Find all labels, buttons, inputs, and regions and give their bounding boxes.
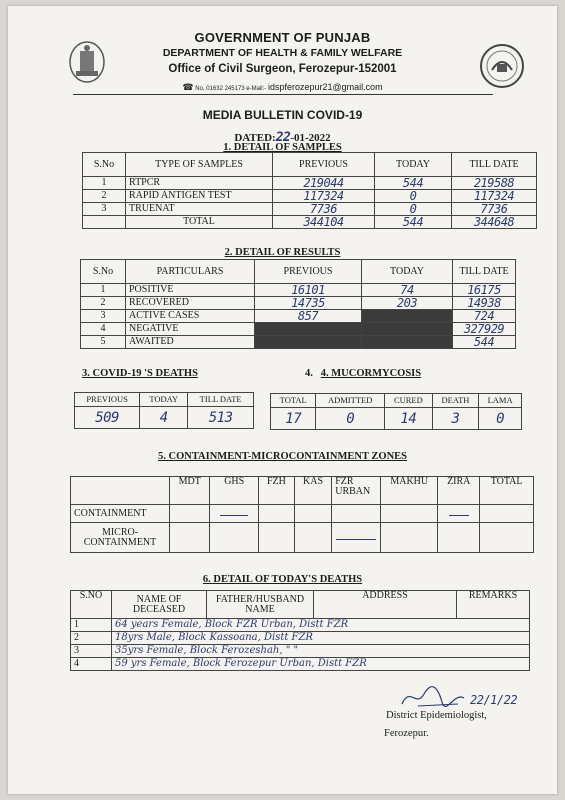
containment-heading: 5. CONTAINMENT-MICROCONTAINMENT ZONES xyxy=(157,451,407,462)
table-cell xyxy=(332,523,381,553)
col-father-husband: FATHER/HUSBAND NAME xyxy=(207,591,314,619)
dept-heading: DEPARTMENT OF HEALTH & FAMILY WELFARE xyxy=(162,47,403,59)
table-cell xyxy=(170,523,210,553)
col-total: TOTAL xyxy=(480,477,534,505)
table-row xyxy=(83,177,537,190)
table-cell: 2 xyxy=(71,632,112,645)
table-row xyxy=(71,658,530,671)
table-cell: 344648 xyxy=(452,216,537,229)
col-previous: PREVIOUS xyxy=(75,393,140,407)
contact-line xyxy=(8,82,557,93)
redacted-cell xyxy=(362,323,453,336)
col-mdt: MDT xyxy=(170,477,210,505)
table-row xyxy=(83,190,537,203)
table-row xyxy=(75,407,254,429)
table-cell: 2 xyxy=(83,190,126,203)
results-table xyxy=(80,259,516,349)
dated-value: 22 xyxy=(275,130,291,145)
email-text: idspferozepur21@gmail.com xyxy=(267,82,383,92)
deaths-table xyxy=(74,392,254,429)
col-previous: PREVIOUS xyxy=(255,260,362,284)
dated-label: DATED: xyxy=(234,132,276,144)
dated-suffix: -01-2022 xyxy=(290,132,331,144)
today-deaths-table xyxy=(70,590,530,671)
table-cell: 4 xyxy=(71,658,112,671)
table-cell xyxy=(258,523,294,553)
table-cell: 544 xyxy=(375,177,452,190)
table-cell: 509 xyxy=(75,407,140,429)
redacted-cell xyxy=(255,336,362,349)
samples-table xyxy=(82,152,537,229)
table-cell: 35yrs Female, Block Ferozeshah, " " xyxy=(112,645,530,658)
table-cell xyxy=(438,523,480,553)
col-till-date: TILL DATE xyxy=(453,260,516,284)
table-cell: 219044 xyxy=(273,177,375,190)
col-cured: CURED xyxy=(384,394,432,408)
col-sno: S.No xyxy=(83,153,126,177)
table-cell xyxy=(381,523,438,553)
table-cell xyxy=(170,505,210,523)
table-cell: 17 xyxy=(271,408,316,430)
col-fzh: FZH xyxy=(258,477,294,505)
col-today: TODAY xyxy=(362,260,453,284)
col-sno: S.No xyxy=(81,260,126,284)
table-cell: 724 xyxy=(453,310,516,323)
table-cell: 0 xyxy=(375,203,452,216)
table-cell: 117324 xyxy=(273,190,375,203)
today-deaths-heading: 6. DETAIL OF TODAY'S DEATHS xyxy=(202,574,363,585)
table-cell: TOTAL xyxy=(126,216,273,229)
col-fzr-urban: FZR URBAN xyxy=(332,477,381,505)
table-cell xyxy=(332,505,381,523)
table-cell xyxy=(294,523,331,553)
table-cell: 0 xyxy=(479,408,522,430)
mucor-heading: 4. 4. MUCORMYCOSIS xyxy=(305,368,422,379)
col-previous: PREVIOUS xyxy=(273,153,375,177)
col-death: DEATH xyxy=(432,394,479,408)
col-name: NAME OF DECEASED xyxy=(112,591,207,619)
samples-heading: 1. DETAIL OF SAMPLES xyxy=(223,142,342,153)
table-row xyxy=(81,323,516,336)
signatory-title: District Epidemiologist, xyxy=(386,710,487,721)
signature-icon xyxy=(398,684,468,710)
col-sno: S.NO xyxy=(71,591,112,619)
table-cell: 0 xyxy=(375,190,452,203)
col-ghs: GHS xyxy=(210,477,258,505)
table-cell: 3 xyxy=(71,645,112,658)
table-row xyxy=(71,619,530,632)
bulletin-title: MEDIA BULLETIN COVID-19 xyxy=(202,108,363,122)
table-cell xyxy=(83,216,126,229)
col-total: TOTAL xyxy=(271,394,316,408)
signatory-place: Ferozepur. xyxy=(384,728,429,739)
col-lama: LAMA xyxy=(479,394,522,408)
table-cell: 203 xyxy=(362,297,453,310)
bulletin-page xyxy=(8,6,557,794)
table-row xyxy=(81,310,516,323)
redacted-cell xyxy=(362,310,453,323)
table-cell: 0 xyxy=(316,408,385,430)
table-cell xyxy=(438,505,480,523)
col-today: TODAY xyxy=(375,153,452,177)
header-divider xyxy=(73,94,493,95)
table-cell xyxy=(381,505,438,523)
deaths-heading: 3. COVID-19 'S DEATHS xyxy=(82,368,198,379)
table-cell xyxy=(71,477,170,505)
table-row xyxy=(81,336,516,349)
table-row xyxy=(71,632,530,645)
table-cell: 4 xyxy=(140,407,188,429)
table-row xyxy=(81,284,516,297)
table-cell: 3 xyxy=(432,408,479,430)
table-cell: 14 xyxy=(384,408,432,430)
signature-date: 22/1/22 xyxy=(470,693,518,707)
table-cell: 1 xyxy=(81,284,126,297)
table-row xyxy=(271,408,522,430)
col-address: ADDRESS xyxy=(314,591,457,619)
table-cell: 3 xyxy=(81,310,126,323)
table-cell: RTPCR xyxy=(126,177,273,190)
table-cell xyxy=(210,505,258,523)
table-cell: 7736 xyxy=(452,203,537,216)
table-row xyxy=(71,523,534,553)
mucor-table xyxy=(270,393,522,430)
table-cell: ACTIVE CASES xyxy=(126,310,255,323)
col-till-date: TILL DATE xyxy=(452,153,537,177)
table-cell: 18yrs Male, Block Kassoana, Distt FZR xyxy=(112,632,530,645)
table-cell: 2 xyxy=(81,297,126,310)
table-cell xyxy=(480,505,534,523)
table-cell: 344104 xyxy=(273,216,375,229)
govt-heading: GOVERNMENT OF PUNJAB xyxy=(194,30,371,45)
col-makhu: MAKHU xyxy=(381,477,438,505)
table-row xyxy=(71,645,530,658)
table-cell: RECOVERED xyxy=(126,297,255,310)
table-cell: 16175 xyxy=(453,284,516,297)
table-row-total xyxy=(83,216,537,229)
table-row xyxy=(81,297,516,310)
redacted-cell xyxy=(255,323,362,336)
table-cell: 857 xyxy=(255,310,362,323)
col-type: TYPE OF SAMPLES xyxy=(126,153,273,177)
col-remarks: REMARKS xyxy=(457,591,530,619)
col-zira: ZIRA xyxy=(438,477,480,505)
table-row xyxy=(71,505,534,523)
table-cell: POSITIVE xyxy=(126,284,255,297)
table-cell: 1 xyxy=(71,619,112,632)
table-cell: 59 yrs Female, Block Ferozepur Urban, Distt FZR xyxy=(112,658,530,671)
redacted-cell xyxy=(362,336,453,349)
col-till-date: TILL DATE xyxy=(188,393,254,407)
table-cell: TRUENAT xyxy=(126,203,273,216)
table-cell: RAPID ANTIGEN TEST xyxy=(126,190,273,203)
table-cell: 3 xyxy=(83,203,126,216)
containment-table xyxy=(70,476,534,553)
table-row xyxy=(83,203,537,216)
col-kas: KAS xyxy=(294,477,331,505)
table-cell: AWAITED xyxy=(126,336,255,349)
table-cell: 1 xyxy=(83,177,126,190)
table-cell: 7736 xyxy=(273,203,375,216)
table-cell: 14938 xyxy=(453,297,516,310)
table-cell: 117324 xyxy=(452,190,537,203)
row-label-micro: MICRO-CONTAINMENT xyxy=(71,523,170,553)
row-label-containment: CONTAINMENT xyxy=(71,505,170,523)
results-heading: 2. DETAIL OF RESULTS xyxy=(224,247,341,258)
table-cell: 327929 xyxy=(453,323,516,336)
table-cell: 544 xyxy=(375,216,452,229)
table-cell xyxy=(258,505,294,523)
table-cell: 16101 xyxy=(255,284,362,297)
table-cell: 64 years Female, Block FZR Urban, Distt FZR xyxy=(112,619,530,632)
table-cell: 14735 xyxy=(255,297,362,310)
table-cell xyxy=(210,523,258,553)
table-cell xyxy=(294,505,331,523)
col-admitted: ADMITTED xyxy=(316,394,385,408)
table-cell: 544 xyxy=(453,336,516,349)
phone-text: No. 01632 245173 e-Mail:- xyxy=(195,86,267,92)
punjab-emblem-icon xyxy=(66,38,108,86)
office-heading: Office of Civil Surgeon, Ferozepur-152001 xyxy=(168,63,397,75)
table-cell: 74 xyxy=(362,284,453,297)
table-cell: NEGATIVE xyxy=(126,323,255,336)
table-cell: 219588 xyxy=(452,177,537,190)
phone-icon: ☎ xyxy=(182,82,194,92)
table-cell: 513 xyxy=(188,407,254,429)
table-cell: 5 xyxy=(81,336,126,349)
col-particulars: PARTICULARS xyxy=(126,260,255,284)
table-cell: 4 xyxy=(81,323,126,336)
table-cell xyxy=(480,523,534,553)
col-today: TODAY xyxy=(140,393,188,407)
